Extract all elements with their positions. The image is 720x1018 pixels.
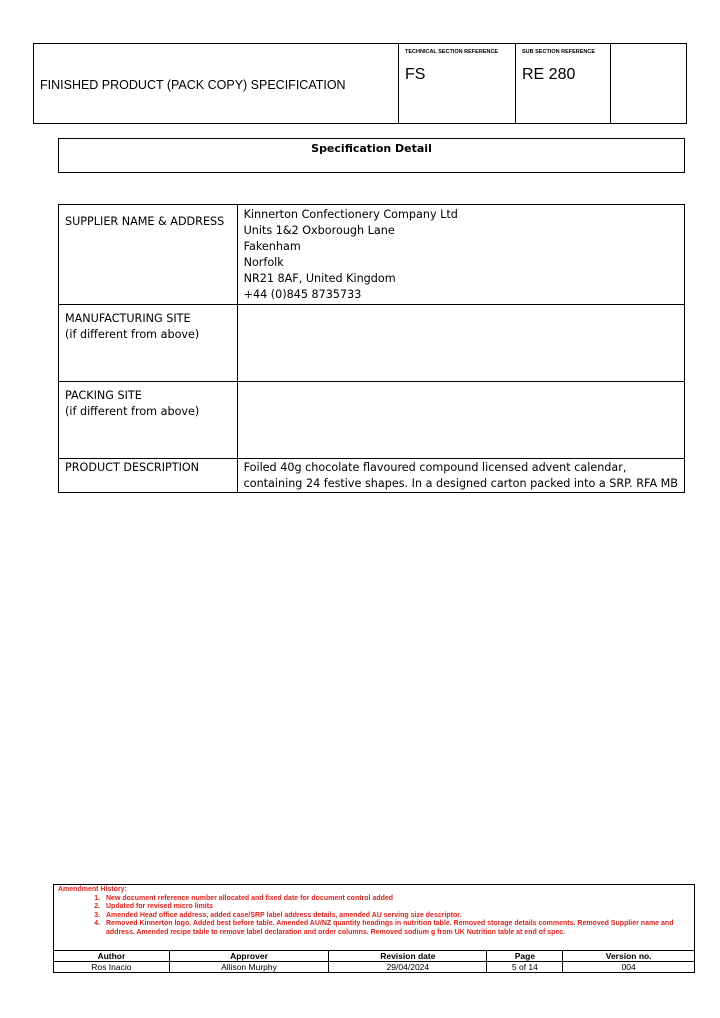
footer-header-version: Version no.: [563, 951, 695, 962]
section-title: Specification Detail: [311, 142, 432, 155]
footer-version-number: 004: [563, 962, 695, 973]
footer-header-approver: Approver: [169, 951, 329, 962]
manufacturing-label-note: (if different from above): [65, 328, 200, 341]
manufacturing-label: MANUFACTURING SITE: [65, 312, 191, 325]
supplier-address-line: Norfolk: [243, 256, 284, 269]
title-cell: [34, 44, 399, 123]
table-row-supplier: [59, 205, 685, 305]
footer-header-page: Page: [487, 951, 563, 962]
supplier-address-line: NR21 8AF, United Kingdom: [243, 272, 396, 285]
packing-label-note: (if different from above): [65, 405, 200, 418]
description-value-cell: [237, 459, 684, 493]
supplier-address-line: Fakenham: [243, 240, 301, 253]
footer-header-row: [54, 951, 695, 962]
sub-reference-cell: [516, 44, 611, 123]
supplier-value-cell: [237, 205, 684, 305]
supplier-label-cell: [59, 205, 238, 305]
supplier-name: Kinnerton Confectionery Company Ltd: [243, 208, 458, 221]
document-title: FINISHED PRODUCT (PACK COPY) SPECIFICATION: [40, 78, 346, 92]
footer-author: Ros Inacio: [54, 962, 170, 973]
footer-approver: Allison Murphy: [169, 962, 329, 973]
table-row-description: [59, 459, 685, 493]
amendment-item: 3. Amended Head office address, added case/SRP label address details, amended AU serving size descriptor.: [102, 912, 690, 921]
footer-page-number: 5 of 14: [487, 962, 563, 973]
document-control-table: [53, 950, 695, 973]
table-row-packing: [59, 382, 685, 459]
amendment-item: 2. Updated for revised micro limits: [102, 903, 690, 912]
footer-header-author: Author: [54, 951, 170, 962]
footer-revision-date: 29/04/2024: [329, 962, 487, 973]
description-line: Foiled 40g chocolate flavoured compound licensed advent calendar,: [243, 461, 627, 474]
amendment-item: 1. New document reference number allocated and fixed date for document control added: [102, 895, 690, 904]
supplier-address-line: Units 1&2 Oxborough Lane: [243, 224, 395, 237]
technical-reference-cell: [399, 44, 516, 123]
section-title-bar: [58, 138, 685, 173]
blank-cell: [611, 44, 686, 123]
description-label: PRODUCT DESCRIPTION: [65, 461, 200, 474]
manufacturing-label-cell: [59, 305, 238, 382]
packing-value-cell: [237, 382, 684, 459]
amendment-title: Amendment History:: [58, 886, 127, 893]
description-line: containing 24 festive shapes. In a designed carton packed into a SRP. RFA MB: [243, 477, 678, 490]
footer-header-revision-date: Revision date: [329, 951, 487, 962]
sub-reference-label: SUB SECTION REFERENCE: [522, 49, 596, 55]
supplier-label: SUPPLIER NAME & ADDRESS: [65, 215, 225, 228]
packing-label: PACKING SITE: [65, 389, 142, 402]
footer-value-row: [54, 962, 695, 973]
description-label-cell: [59, 459, 238, 493]
document-header: [33, 43, 687, 124]
amendment-history: [53, 884, 695, 950]
amendment-list: [58, 895, 690, 938]
technical-reference-value: FS: [405, 66, 426, 83]
manufacturing-value-cell: [237, 305, 684, 382]
sub-reference-value: RE 280: [522, 66, 576, 83]
technical-reference-label: TECHNICAL SECTION REFERENCE: [405, 49, 499, 55]
packing-label-cell: [59, 382, 238, 459]
specification-table: [58, 204, 685, 493]
supplier-phone: +44 (0)845 8735733: [243, 288, 362, 301]
table-row-manufacturing: [59, 305, 685, 382]
amendment-item: 4. Removed Kinnerton logo. Added best before table. Amended AU/NZ quantity headings in nutrition table. Removed storage details comments. Removed Supplier name and address. Amended recipe table to remove label declaration and order columns. Removed sodium g from UK Nutrition table at end of spec.: [102, 920, 690, 937]
